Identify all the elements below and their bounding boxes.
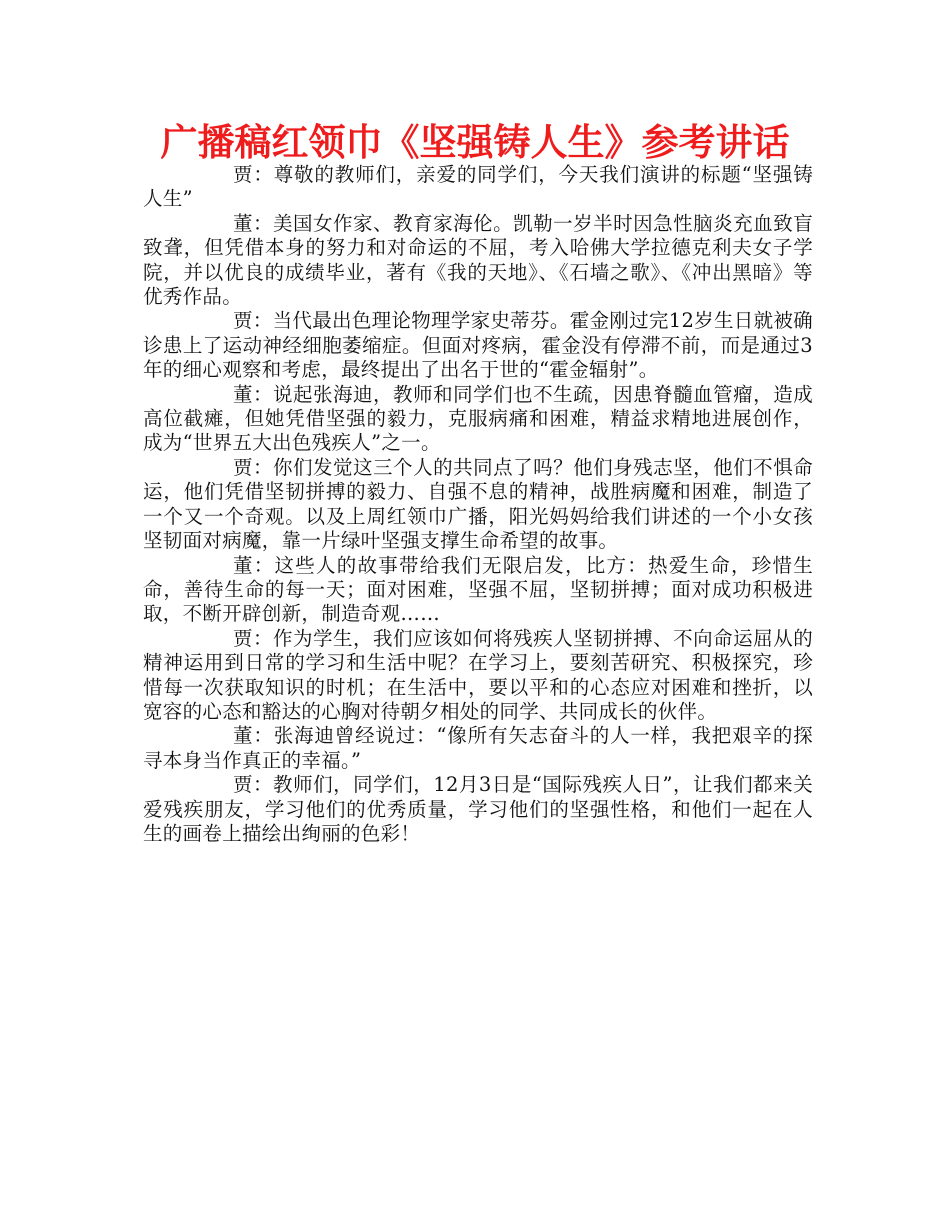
paragraph-6: 董：这些人的故事带给我们无限启发，比方：热爱生命，珍惜生命，善待生命的每一天；面对困难，坚强不屈，坚韧拼搏；面对成功积极进取，不断开辟创新，制造奇观…… [143,553,813,626]
paragraph-7: 贾：作为学生，我们应该如何将残疾人坚韧拼搏、不向命运屈从的精神运用到日常的学习和生活中呢？在学习上，要刻苦研究、积极探究，珍惜每一次获取知识的时机；在生活中，要以平和的心态应对困难和挫折，以宽容的心态和豁达的心胸对待朝夕相处的同学、共同成长的伙伴。 [143,626,813,723]
paragraph-2: 董：美国女作家、教育家海伦。凯勒一岁半时因急性脑炎充血致盲致聋，但凭借本身的努力和对命运的不屈，考入哈佛大学拉德克利夫女子学院，并以优良的成绩毕业，著有《我的天地》、《石墙之歌》、《冲出黑暗》等优秀作品。 [143,211,813,309]
paragraph-1: 贾：尊敬的教师们，亲爱的同学们，今天我们演讲的标题“坚强铸人生” [143,163,813,211]
paragraph-9: 贾：教师们，同学们，12月3日是“国际残疾人日”，让我们都来关爱残疾朋友，学习他们的优秀质量，学习他们的坚强性格，和他们一起在人生的画卷上描绘出绚丽的色彩！ [143,773,813,845]
paragraph-5: 贾：你们发觉这三个人的共同点了吗？他们身残志坚，他们不惧命运，他们凭借坚韧拼搏的毅力、自强不息的精神，战胜病魔和困难，制造了一个又一个奇观。以及上周红领巾广播，阳光妈妈给我们讲述的一个小女孩坚韧面对病魔，靠一片绿叶坚强支撑生命希望的故事。 [143,455,813,553]
paragraph-4: 董：说起张海迪，教师和同学们也不生疏，因患脊髓血管瘤，造成高位截瘫，但她凭借坚强的毅力，克服病痛和困难，精益求精地进展创作，成为“世界五大出色残疾人”之一。 [143,382,813,455]
document-title: 广播稿红领巾《坚强铸人生》参考讲话 [160,121,790,164]
paragraph-8: 董：张海迪曾经说过：“像所有矢志奋斗的人一样，我把艰辛的探寻本身当作真正的幸福。” [143,724,813,772]
paragraph-3: 贾：当代最出色理论物理学家史蒂芬。霍金刚过完12岁生日就被确诊患上了运动神经细胞萎缩症。但面对疼病，霍金没有停滞不前，而是通过3年的细心观察和考虑，最终提出了出名于世的“霍金辐射”。 [143,309,813,382]
document-body [143,163,813,846]
